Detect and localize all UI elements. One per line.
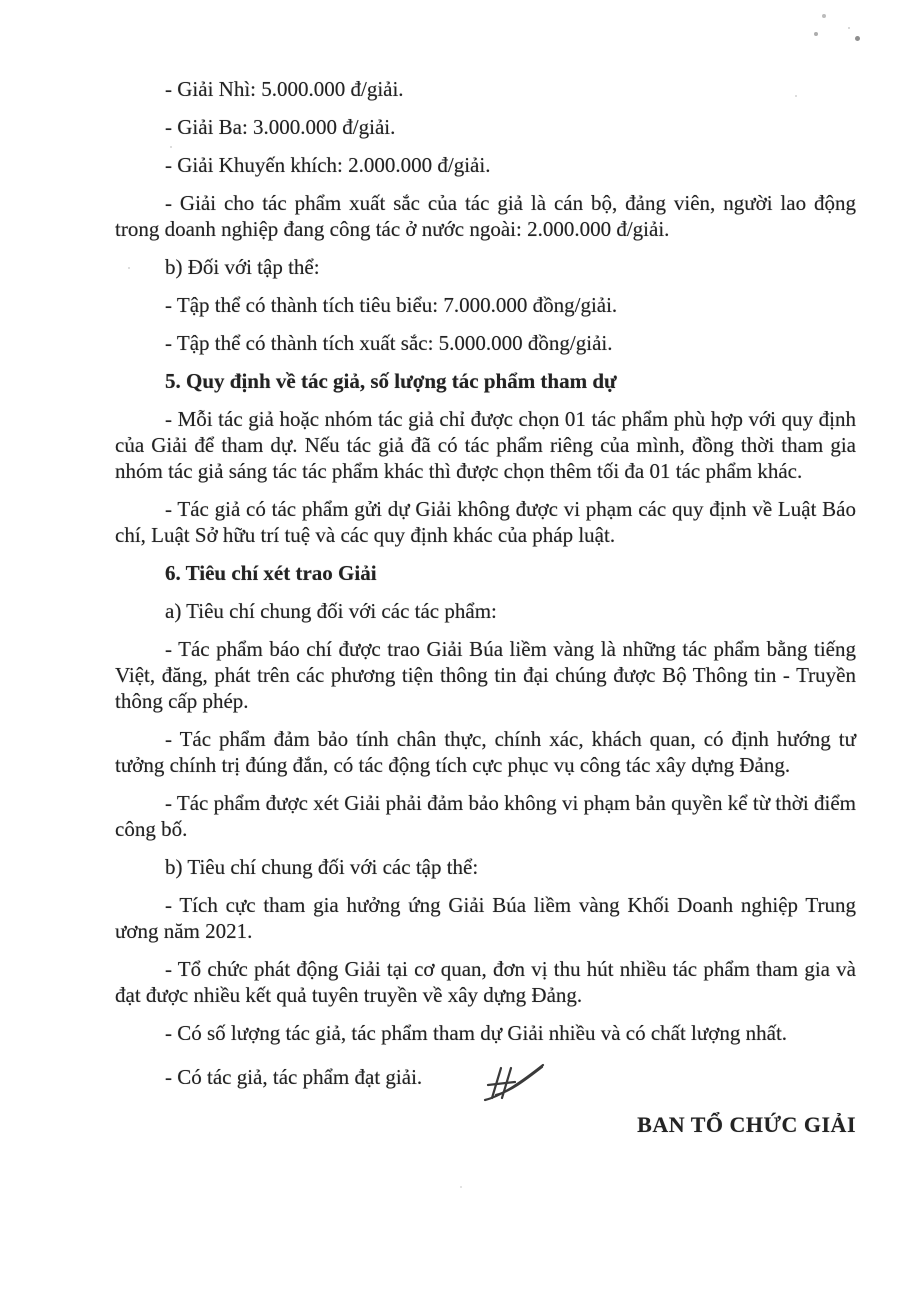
paragraph: - Có số lượng tác giả, tác phẩm tham dự Giải nhiều và có chất lượng nhất. xyxy=(165,1021,788,1045)
paragraph: - Tích cực tham gia hưởng ứng Giải Búa liềm vàng Khối Doanh nghiệp Trung ương năm 2021. xyxy=(115,893,856,943)
paragraph: 5. Quy định về tác giả, số lượng tác phẩm tham dự xyxy=(165,369,617,393)
paragraph: - Giải Nhì: 5.000.000 đ/giải. xyxy=(165,77,404,101)
scan-speck xyxy=(128,267,130,269)
paragraph: - Giải Ba: 3.000.000 đ/giải. xyxy=(165,115,396,139)
paragraph: b) Đối với tập thể: xyxy=(165,255,320,279)
paragraph: a) Tiêu chí chung đối với các tác phẩm: xyxy=(165,599,497,623)
paragraph: - Tập thể có thành tích xuất sắc: 5.000.000 đồng/giải. xyxy=(165,331,613,355)
scan-speck xyxy=(795,95,797,97)
document-body xyxy=(115,76,856,1138)
paragraph: - Giải cho tác phẩm xuất sắc của tác giả là cán bộ, đảng viên, người lao động trong doanh nghiệp đang công tác ở nước ngoài: 2.000.000 đ/giải. xyxy=(115,191,856,241)
scan-speck xyxy=(170,146,172,148)
paragraph: - Mỗi tác giả hoặc nhóm tác giả chỉ được chọn 01 tác phẩm phù hợp với quy định của Giải để tham dự. Nếu tác giả đã có tác phẩm riêng của mình, đồng thời tham gia nhóm tác giả sáng tác tác phẩm khác thì được chọn thêm tối đa 01 tác phẩm khác. xyxy=(115,407,856,483)
handwritten-mark-icon xyxy=(432,1060,496,1102)
paragraph: - Tập thể có thành tích tiêu biểu: 7.000.000 đồng/giải. xyxy=(165,293,618,317)
paragraph: b) Tiêu chí chung đối với các tập thể: xyxy=(165,855,479,879)
paragraph: - Tác phẩm đảm bảo tính chân thực, chính xác, khách quan, có định hướng tư tưởng chính trị đúng đắn, có tác động tích cực phục vụ công tác xây dựng Đảng. xyxy=(115,727,856,777)
paragraph: - Tác giả có tác phẩm gửi dự Giải không được vi phạm các quy định về Luật Báo chí, Luật Sở hữu trí tuệ và các quy định khác của pháp luật. xyxy=(115,497,856,547)
signature-block xyxy=(115,1112,856,1138)
scan-speck xyxy=(822,14,826,18)
scan-speck xyxy=(848,27,850,29)
scan-speck xyxy=(460,1186,462,1188)
paragraph: - Giải Khuyến khích: 2.000.000 đ/giải. xyxy=(165,153,491,177)
signature-text: BAN TỔ CHỨC GIẢI xyxy=(637,1112,856,1137)
paragraph: - Tác phẩm được xét Giải phải đảm bảo không vi phạm bản quyền kể từ thời điểm công bố. xyxy=(115,791,856,841)
paragraph: - Tổ chức phát động Giải tại cơ quan, đơn vị thu hút nhiều tác phẩm tham gia và đạt được nhiều kết quả tuyên truyền về xây dựng Đảng. xyxy=(115,957,856,1007)
scan-speck xyxy=(855,36,860,41)
paragraph: 6. Tiêu chí xét trao Giải xyxy=(165,561,377,585)
paragraph: - Có tác giả, tác phẩm đạt giải. xyxy=(115,1058,856,1100)
scan-speck xyxy=(814,32,818,36)
paragraph: - Tác phẩm báo chí được trao Giải Búa liềm vàng là những tác phẩm bằng tiếng Việt, đăng, phát trên các phương tiện thông tin đại chúng được Bộ Thông tin - Truyền thông cấp phép. xyxy=(115,637,856,713)
paragraph-list xyxy=(115,76,856,1100)
